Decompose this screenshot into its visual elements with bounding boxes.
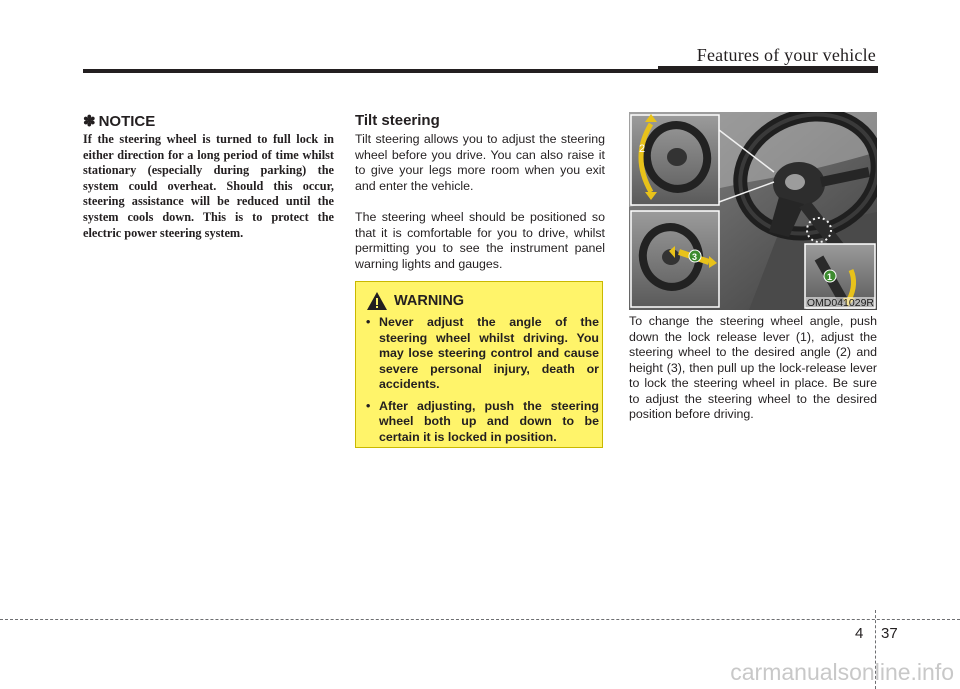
warning-item — [363, 399, 599, 446]
tilt-paragraph-1: Tilt steering allows you to adjust the steering wheel before you drive. You can also raise it to give your legs more room when you exit and enter the vehicle. — [355, 132, 605, 193]
warning-heading — [366, 291, 464, 311]
notice-symbol: ✽ — [83, 113, 96, 130]
steering-illustration — [629, 112, 877, 310]
bullet-icon: • — [366, 398, 371, 413]
tilt-paragraph-2: The steering wheel should be positioned so that it is comfortable for you to drive, whilst permitting you to see the instrument panel warning lights and gauges. — [355, 210, 605, 271]
angle-label: 2 — [639, 143, 646, 155]
lever-label: 1 — [827, 272, 833, 282]
warning-item-text: After adjusting, push the steering wheel both up and down to be certain it is locked in position. — [379, 398, 599, 444]
bullet-icon: • — [366, 315, 371, 329]
page-number: 37 — [881, 625, 898, 642]
footer-rule — [0, 619, 960, 620]
steering-figure — [629, 112, 877, 310]
notice-body: If the steering wheel is turned to full lock in either direction for a long period of time whilst stationary (especially during parking) the system could overheat. Should this occur, steering assistance will be reduced until the system cools down. This is to protect the electric power steering system. — [83, 132, 334, 240]
warning-box — [355, 281, 603, 448]
notice-heading — [83, 112, 155, 130]
warning-item — [363, 315, 599, 393]
warning-title: WARNING — [394, 293, 465, 309]
chapter-number: 4 — [855, 625, 864, 642]
page-header-title: Features of your vehicle — [696, 45, 876, 65]
warning-item-text: Never adjust the angle of the steering wheel whilst driving. You may lose steering control and cause severe personal injury, death or accidents. — [379, 315, 599, 391]
height-label: 3 — [692, 252, 698, 262]
warning-triangle-icon — [366, 291, 388, 311]
notice-title: NOTICE — [98, 113, 156, 130]
tilt-paragraph-3: To change the steering wheel angle, push down the lock release lever (1), adjust the steering wheel to the desired angle (2) and height (3), then pull up the lock-release lever to lock the steering wheel in place. Be sure to adjust the steering wheel to the desired position before driving. — [629, 314, 877, 421]
watermark: carmanualsonline.info — [730, 659, 954, 685]
warning-list — [363, 315, 599, 451]
section-title-tilt-steering: Tilt steering — [355, 112, 440, 129]
header-rule-accent — [658, 66, 878, 72]
figure-code: OMD041029R — [806, 297, 874, 309]
